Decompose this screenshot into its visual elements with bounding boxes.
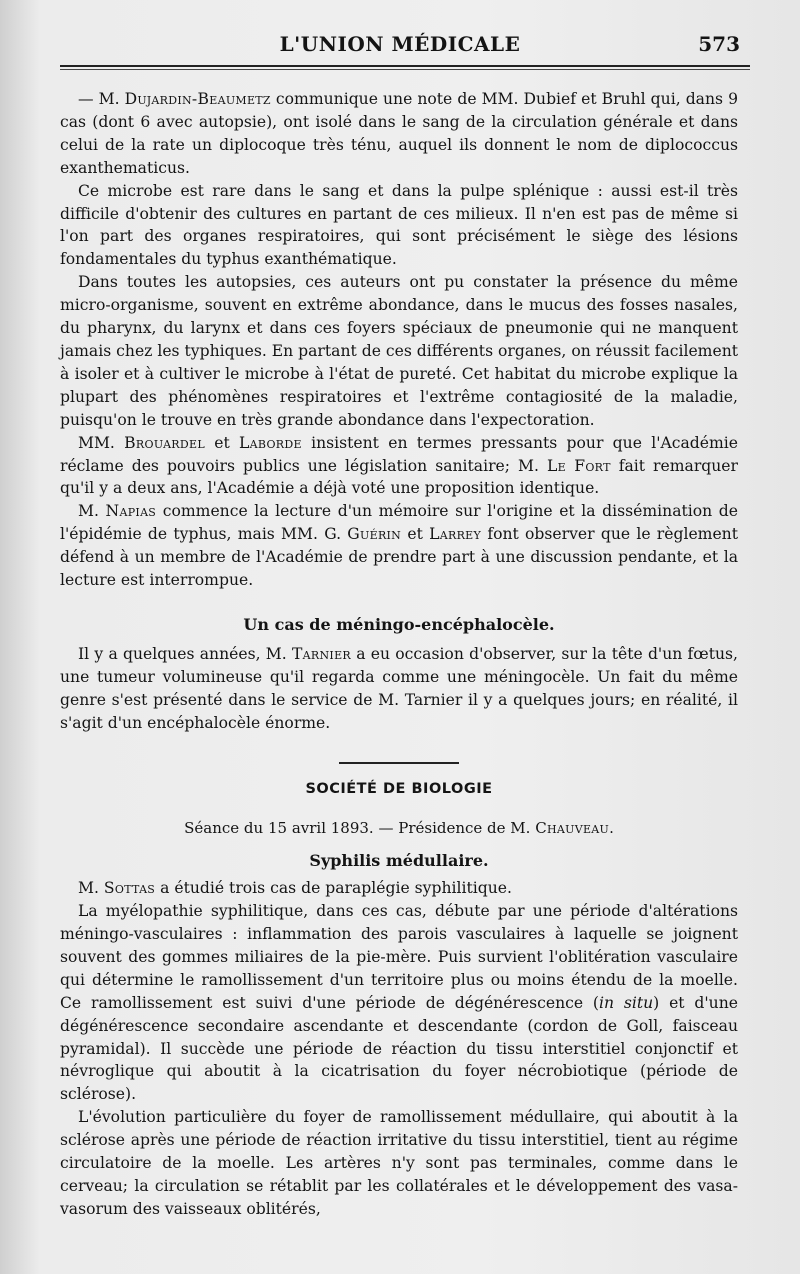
text-fragment: fait remarquer qu'il y a deux ans, l'Académie a déjà voté une proposition identique. <box>60 456 738 498</box>
paragraph-autopsies: Dans toutes les autopsies, ces auteurs ont pu constater la présence du même micro-organisme, souvent en extrême abondance, dans le mucus des fosses nasales, du pharynx, du larynx et dans ces foyers spéciaux de pneumonie qui ne manquent jamais chez les typhiques. En partant de ces différents organes, on réussit facilement à isoler et à cultiver le microbe à l'état de pureté. Cet habitat du microbe explique la plupart des phénomènes respiratoires et l'extrême contagiosité de la maladie, puisqu'on le trouve en très grande abondance dans l'expectoration. <box>60 273 739 429</box>
section-separator <box>339 762 459 764</box>
text-fragment: Il y a quelques années, M. <box>78 644 292 663</box>
section-title-syphilis: Syphilis médullaire. <box>309 851 489 871</box>
text-fragment: font observer que le règlement défend à un membre de l'Académie de prendre part à une discussion pendante, et la lecture est interrompue. <box>60 525 738 590</box>
author-name: Le Fort <box>546 456 611 475</box>
president-name: Chauveau <box>535 819 610 838</box>
article-body <box>60 88 738 1221</box>
paragraph-text: communique une note de MM. Dubief et Bruhl qui, dans 9 cas (dont 6 avec autopsie), ont isolé dans le sang de la circulation générale et dans celui de la rate un diplocoque très ténu, auquel ils donnent le nom de diplococcus exanthematicus. <box>60 90 738 177</box>
italic-term: in situ <box>599 993 654 1012</box>
author-name: Laborde <box>239 433 302 452</box>
seance-text: Séance du 15 avril 1893. — Présidence de M. <box>184 819 536 838</box>
header-rule <box>60 65 750 67</box>
header-rule-thin <box>60 69 750 70</box>
text-fragment: M. <box>78 879 104 898</box>
paragraph-microbe: Ce microbe est rare dans le sang et dans la pulpe splénique : aussi est-il très difficile d'obtenir des cultures en partant de ces milieux. Il n'en est pas de même si l'on part des organes respiratoires, qui sont précisément le siège des lésions fondamentales du typhus exanthématique. <box>60 181 738 269</box>
text-fragment: La myélopathie syphilitique, dans ces cas, débute par une période d'altérations méningo-vasculaires : inflammation des parois vasculaires à laquelle se joignent souvent des gommes miliaires de la pie-mère. Puis survient l'oblitération vasculaire qui détermine le ramollissement d'un territoire plus ou moins étendu de la moelle. Ce ramollissement est suivi d'une période de dégénérescence ( <box>60 902 738 1012</box>
author-name: Dujardin-Beaumetz <box>124 90 271 108</box>
running-title: L'UNION MÉDICALE <box>279 32 521 56</box>
seance-line <box>60 817 738 840</box>
author-name: Larrey <box>429 525 482 544</box>
author-name: Sottas <box>103 879 156 898</box>
page-number: 573 <box>698 32 740 56</box>
paragraph-myelopathie <box>60 900 738 1106</box>
author-name: Brouardel <box>124 433 205 452</box>
dash-lead: — M. <box>78 90 125 108</box>
author-name: Guérin <box>347 525 402 544</box>
text-fragment: commence la lecture d'un mémoire sur l'origine et la dissémination de l'épidémie de typhus, mais MM. G. <box>60 502 738 544</box>
text-fragment: M. <box>78 502 106 521</box>
page-header <box>60 30 740 66</box>
author-name: Tarnier <box>291 644 351 663</box>
text-fragment: et <box>401 525 430 544</box>
paragraph-sottas <box>60 877 738 900</box>
text-fragment: a eu occasion d'observer, sur la tête d'un fœtus, une tumeur volumineuse qu'il regarda comme une méningocèle. Un fait du même genre s'est présenté dans le service de M. Tarnier il y a quelques jours; en réalité, il s'agit d'un encéphalocèle énorme. <box>60 644 738 732</box>
seance-end: . <box>609 819 614 838</box>
text-fragment: et <box>204 433 239 452</box>
paragraph-brouardel <box>60 432 738 501</box>
paragraph-tarnier <box>60 643 738 735</box>
text-fragment: a étudié trois cas de paraplégie syphilitique. <box>155 879 512 898</box>
paragraph-evolution: L'évolution particulière du foyer de ramollissement médullaire, qui aboutit à la sclérose après une période de réaction irritative du tissu interstitiel, tient au régime circulatoire de la moelle. Les artères n'y sont pas terminales, comme dans le cerveau; la circulation se rétablit par les collatérales et le développement des vasa-vasorum des vaisseaux oblitérés, <box>60 1108 738 1218</box>
text-fragment: insistent en termes pressants pour que l'Académie réclame des pouvoirs publics une législation sanitaire; M. <box>60 433 738 475</box>
author-name: Napias <box>105 502 157 521</box>
text-fragment: ) et d'une dégénérescence secondaire ascendante et descendante (cordon de Goll, faisceau pyramidal). Il succède une période de réaction du tissu interstitiel conjonctif et névroglique qui aboutit à la cicatrisation du foyer nécrobiotique (période de sclérose). <box>60 993 738 1104</box>
paragraph-dujardin <box>60 88 738 180</box>
section-title-encephalocele: Un cas de méningo-encéphalocèle. <box>243 614 555 634</box>
text-fragment: MM. <box>78 433 125 452</box>
society-heading: SOCIÉTÉ DE BIOLOGIE <box>305 781 493 798</box>
paragraph-napias <box>60 500 738 592</box>
